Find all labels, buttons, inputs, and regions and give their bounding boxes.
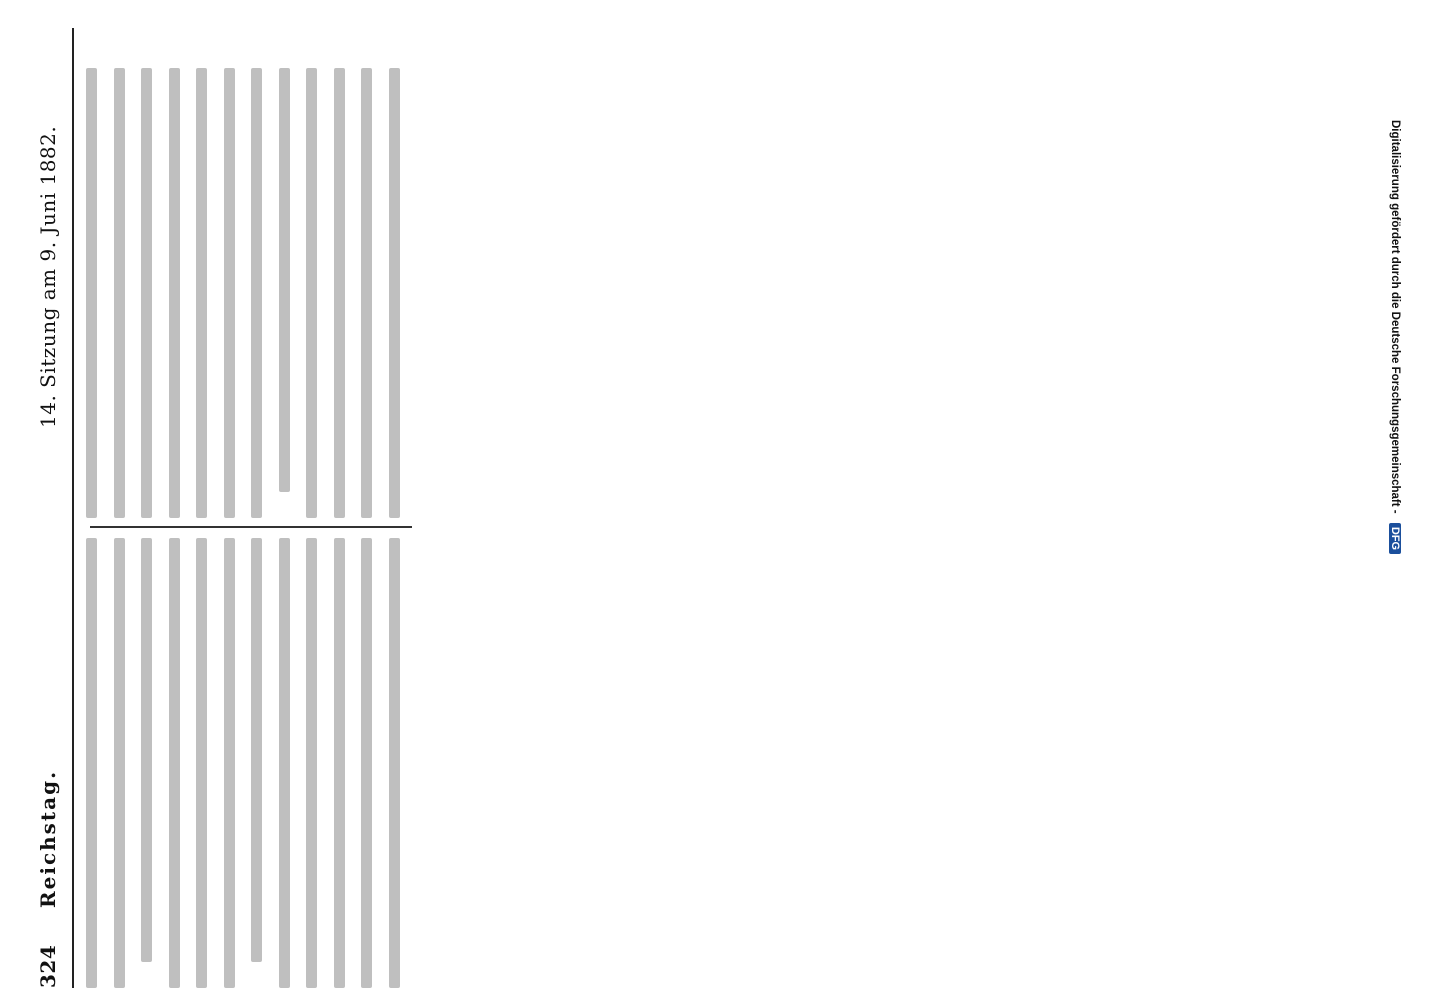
text-line-placeholder xyxy=(86,68,97,518)
text-line-placeholder xyxy=(196,68,207,518)
column-divider xyxy=(90,526,412,528)
header-rule xyxy=(72,28,74,988)
dfg-credit xyxy=(1379,120,1401,980)
header-title: Reichstag. xyxy=(36,769,60,908)
text-column-left xyxy=(86,538,412,988)
text-column-right xyxy=(86,68,412,518)
text-line-placeholder xyxy=(169,68,180,518)
text-line-placeholder xyxy=(251,538,262,962)
text-line-placeholder xyxy=(251,68,262,518)
dfg-credit-text: Digitalisierung gefördert durch die Deutsche Forschungsgemeinschaft - xyxy=(1389,120,1401,514)
page-header xyxy=(30,28,70,988)
text-line-placeholder xyxy=(169,538,180,988)
text-line-placeholder xyxy=(279,68,290,492)
text-line-placeholder xyxy=(361,538,372,988)
text-line-placeholder xyxy=(196,538,207,988)
page-number: 324 xyxy=(36,944,60,988)
header-session-date: 14. Sitzung am 9. Juni 1882. xyxy=(36,125,60,428)
dfg-logo: DFG xyxy=(1389,523,1401,554)
text-line-placeholder xyxy=(224,538,235,988)
text-line-placeholder xyxy=(306,538,317,988)
text-line-placeholder xyxy=(141,68,152,518)
text-line-placeholder xyxy=(86,538,97,988)
text-line-placeholder xyxy=(114,68,125,518)
printed-page xyxy=(30,28,412,988)
text-line-placeholder xyxy=(389,538,400,988)
text-line-placeholder xyxy=(361,68,372,518)
text-line-placeholder xyxy=(114,538,125,988)
text-line-placeholder xyxy=(279,538,290,988)
text-line-placeholder xyxy=(334,538,345,988)
text-line-placeholder xyxy=(306,68,317,518)
text-line-placeholder xyxy=(389,68,400,518)
text-line-placeholder xyxy=(224,68,235,518)
text-line-placeholder xyxy=(334,68,345,518)
text-line-placeholder xyxy=(141,538,152,962)
